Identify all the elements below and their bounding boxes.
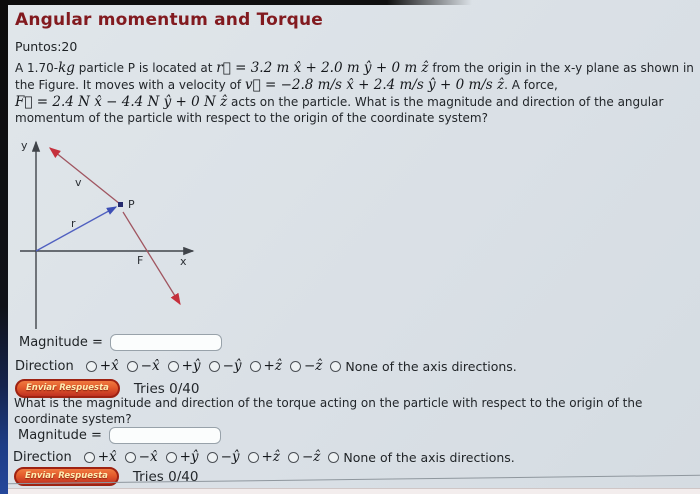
q1-submit-button[interactable]: Enviar Respuesta	[15, 379, 120, 398]
q2-magnitude-row	[18, 427, 221, 444]
q2-tries-counter: Tries 0/40	[132, 468, 199, 485]
problem-line-1: A 1.70-kg particle P is located at r⃗ = 3.2 m x̂ + 2.0 m ŷ + 0 m ẑ from the origin in the x-y plane as shown in	[15, 60, 694, 76]
page-title: Angular momentum and Torque	[15, 10, 323, 30]
problem-line-3: F⃗ = 2.4 N x̂ − 4.4 N ŷ + 0 N ẑ acts on the particle. What is the magnitude and direction of the angular	[15, 94, 664, 110]
q1-dir-neg-z-radio[interactable]	[290, 361, 301, 372]
q1-tries-counter: Tries 0/40	[133, 380, 200, 397]
q2-dir-neg-z-radio[interactable]	[288, 452, 299, 463]
math-kg: kg	[58, 60, 75, 76]
q1-dir-pos-y-radio[interactable]	[168, 361, 179, 372]
q2-dir-none-radio[interactable]	[328, 452, 339, 463]
vector-diagram-figure	[14, 136, 206, 333]
q2-question-line-2: coordinate system?	[14, 412, 132, 426]
q2-dir-pos-z-radio[interactable]	[248, 452, 259, 463]
v-vector	[50, 148, 120, 204]
q1-dir-pos-z-radio[interactable]	[250, 361, 261, 372]
problem-line-2: the Figure. It moves with a velocity of v⃗ = −2.8 m/s x̂ + 2.4 m/s ŷ + 0 m/s ẑ. A force,	[15, 77, 558, 93]
f-vector-label: F	[137, 254, 144, 267]
q1-direction-row: Direction +x̂ −x̂ +ŷ −ŷ +ẑ −ẑ None of the axis directions.	[15, 358, 517, 374]
q2-magnitude-label: Magnitude =	[18, 428, 102, 443]
q2-magnitude-input[interactable]	[109, 427, 221, 444]
points-label: Puntos:20	[15, 39, 78, 54]
q1-dir-none-radio[interactable]	[330, 361, 341, 372]
q1-magnitude-label: Magnitude =	[19, 335, 103, 350]
r-vector	[36, 207, 116, 251]
q1-dir-pos-x-radio[interactable]	[86, 361, 97, 372]
q2-dir-neg-y-radio[interactable]	[207, 452, 218, 463]
top-edge-strip	[0, 0, 472, 5]
q2-submit-button[interactable]: Enviar Respuesta	[14, 467, 119, 486]
q2-dir-neg-x-radio[interactable]	[125, 452, 136, 463]
figure-svg	[14, 136, 206, 333]
q2-dir-pos-y-radio[interactable]	[166, 452, 177, 463]
bottom-edge-strip	[0, 488, 700, 494]
r-vector-label: r	[71, 217, 76, 230]
point-p-marker	[118, 202, 123, 207]
q2-question-line-1: What is the magnitude and direction of the torque acting on the particle with respect to the origin of the	[14, 396, 643, 410]
q1-dir-neg-y-radio[interactable]	[209, 361, 220, 372]
problem-line-4: momentum of the particle with respect to the origin of the coordinate system?	[15, 111, 488, 125]
math-force-vector: F⃗ = 2.4 N x̂ − 4.4 N ŷ + 0 N ẑ	[15, 94, 228, 110]
q1-direction-label: Direction	[15, 358, 74, 374]
q2-dir-pos-x-radio[interactable]	[84, 452, 95, 463]
f-vector	[123, 212, 180, 304]
q1-magnitude-row	[19, 334, 222, 351]
math-position-vector: r⃗ = 3.2 m x̂ + 2.0 m ŷ + 0 m ẑ	[216, 60, 429, 76]
v-vector-label: v	[75, 176, 82, 189]
point-p-label: P	[128, 198, 135, 211]
x-axis-label: x	[180, 255, 187, 268]
q2-direction-row: Direction +x̂ −x̂ +ŷ −ŷ +ẑ −ẑ None of the axis directions.	[13, 449, 515, 465]
y-axis-label: y	[21, 139, 28, 152]
q2-direction-label: Direction	[13, 449, 72, 465]
q1-dir-neg-x-radio[interactable]	[127, 361, 138, 372]
math-velocity-vector: v⃗ = −2.8 m/s x̂ + 2.4 m/s ŷ + 0 m/s ẑ	[244, 77, 505, 93]
left-edge-strip	[0, 0, 8, 494]
problem-text: A 1.70-	[15, 61, 59, 75]
q1-magnitude-input[interactable]	[110, 334, 222, 351]
